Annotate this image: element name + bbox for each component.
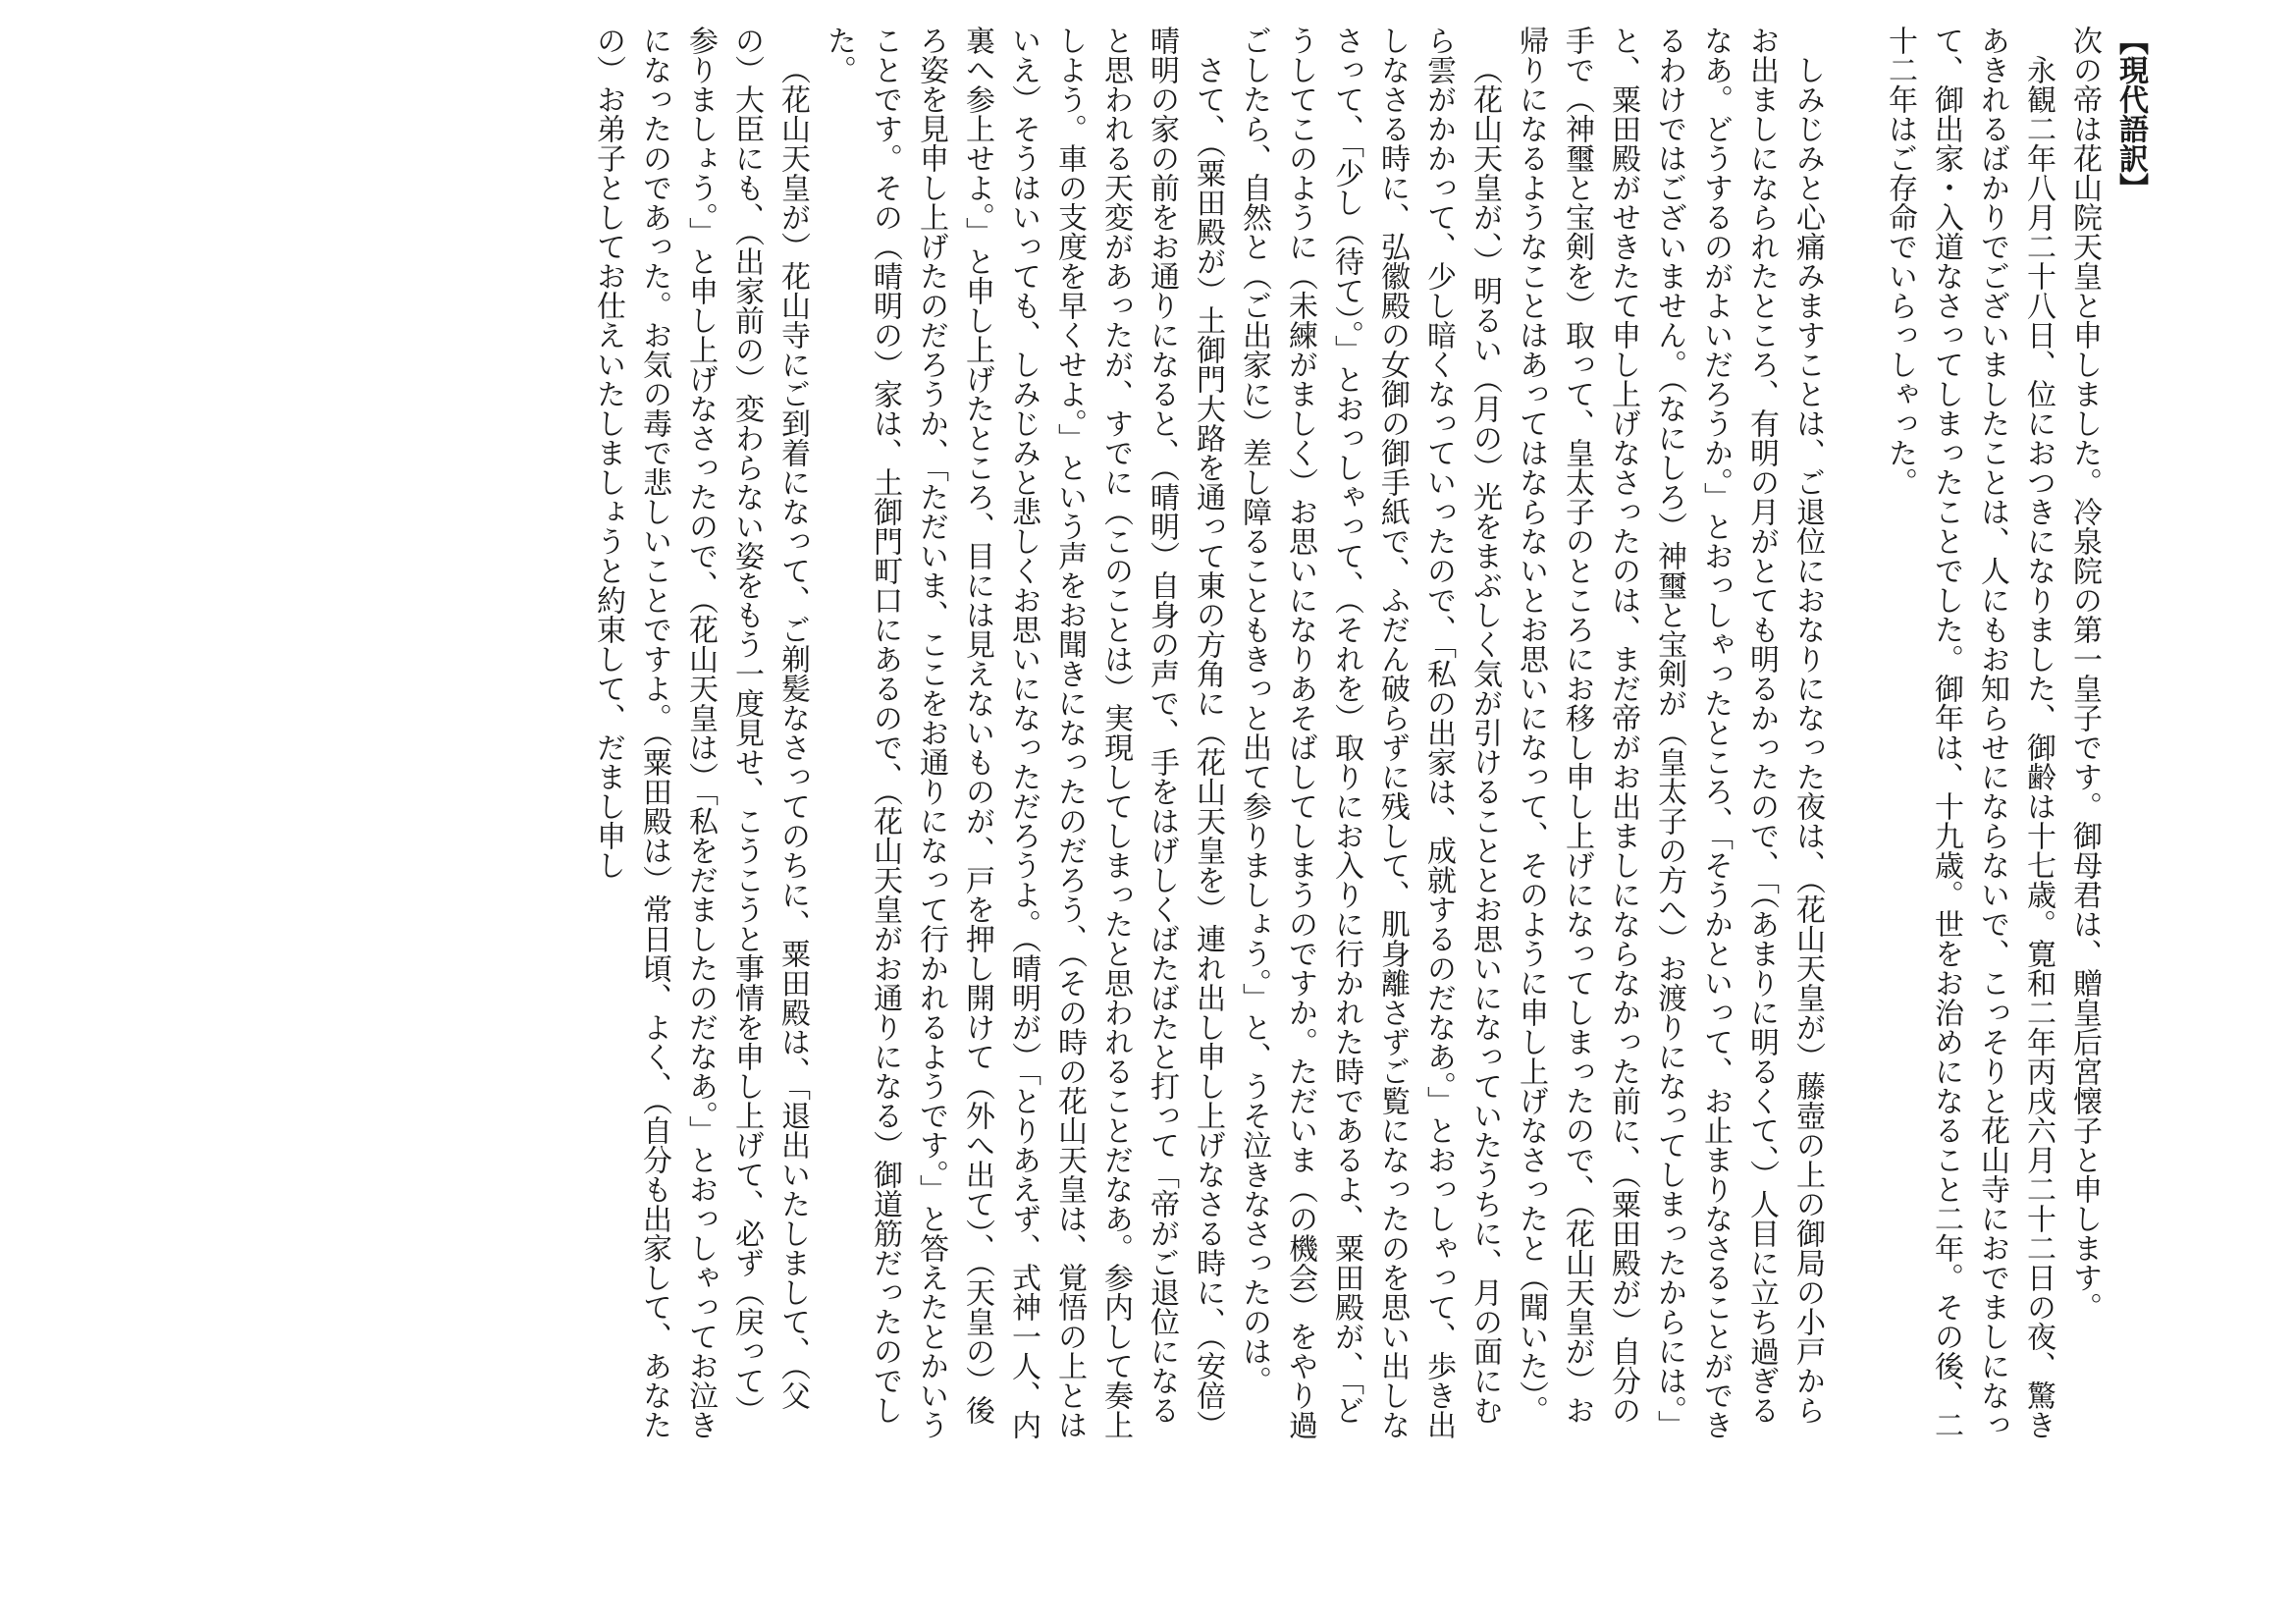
paragraph: （花山天皇が、）明るい（月の）光をまぶしく気が引けることとお思いになっていたうちに、月の面にむら雲がかかって、少し暗くなっていったので、「私の出家は、成就するのだなあ。」とおっしゃって、歩き出しなさる時に、弘徽殿の女御の御手紙で、ふだん破らずに残して、肌身離さずご覧になったのを思い出しなさって、「少し（待て）。」とおっしゃって、（それを）取りにお入りに行かれた時であるよ、粟田殿が、「どうしてこのように（未練がましく）お思いになりあそばしてしまうのですか。ただいま（の機会）をやり過ごしたら、自然と（ご出家に）差し障ることもきっと出て参りましょう。」と、うそ泣きなさったのは。 bbox=[1237, 26, 1502, 1439]
paragraph: しみじみと心痛みますことは、ご退位におなりになった夜は、（花山天皇が）藤壺の上の御局の小戸からお出ましになられたところ、有明の月がとても明るかったので、「（あまりに明るくて、）人目に立ち過ぎるなあ。どうするのがよいだろうか。」とおっしゃったところ、「そうかといって、お止まりなさることができるわけではございません。（なにしろ）神璽と宝剣が（皇太子の方へ）お渡りになってしまったからには。」と、粟田殿がせきたて申し上げなさったのは、まだ帝がお出ましにならなかった前に、（粟田殿が）自分の手で（神璽と宝剣を）取って、皇太子のところにお移し申し上げになってしまったので、（花山天皇が）お帰りになるようなことはあってはならないとお思いになって、そのように申し上げなさったと（聞いた）。 bbox=[1514, 26, 1825, 1439]
paragraph: さて、（粟田殿が）土御門大路を通って東の方角に（花山天皇を）連れ出し申し上げなさる時に、（安倍）晴明の家の前をお通りになると、（晴明）自身の声で、手をはげしくばたばたと打って「帝がご退位になると思われる天変があったが、すでに（このことは）実現してしまったと思われることだなあ。参内して奏上しよう。車の支度を早くせよ。」という声をお聞きになったのだろう、（その時の花山天皇は、覚悟の上とはいえ）そうはいっても、しみじみと悲しくお思いになっただろうよ。（晴明が）「とりあえず、式神一人、内裏へ参上せよ。」と申し上げたところ、目には見えないものが、戸を押し開けて（外へ出て）、（天皇の）後ろ姿を見申し上げたのだろうか、「ただいま、ここをお通りになって行かれるようです。」と答えたとかいうことです。その（晴明の）家は、土御門町口にあるので、（花山天皇がお通りになる）御道筋だったのでした。 bbox=[822, 26, 1225, 1439]
intro-paragraph: 次の帝は花山院天皇と申しました。冷泉院の第一皇子です。御母君は、贈皇后宮懐子と申します。 bbox=[2067, 26, 2102, 1322]
paragraph: 永観二年八月二十八日、位におつきになりました、御齢は十七歳。寛和二年丙戌六月二十二日の夜、驚きあきれるばかりでございましたことは、人にもお知らせにならないで、こっそりと花山寺におでましになって、御出家・入道なさってしまったことでした。御年は、十九歳。世をお治めになること二年。その後、二十二年はご存命でいらっしゃった。 bbox=[1883, 26, 2056, 1439]
translation-document bbox=[161, 26, 2154, 1439]
paragraph: （花山天皇が）花山寺にご到着になって、ご剃髪なさってのちに、粟田殿は、「退出いたしまして、（父の）大臣にも、（出家前の）変わらない姿をもう一度見せ、こうこうと事情を申し上げて、必ず（戻って）参りましょう。」と申し上げなさったので、（花山天皇は）「私をだましたのだなあ。」とおっしゃってお泣きになったのであった。お気の毒で悲しいことですよ。（粟田殿は）常日頃、よく、（自分も出家して、あなたの）お弟子としてお仕えいたしましょうと約束して、だまし申し bbox=[591, 26, 810, 1439]
section-heading: 【現代語訳】 bbox=[2113, 26, 2148, 202]
